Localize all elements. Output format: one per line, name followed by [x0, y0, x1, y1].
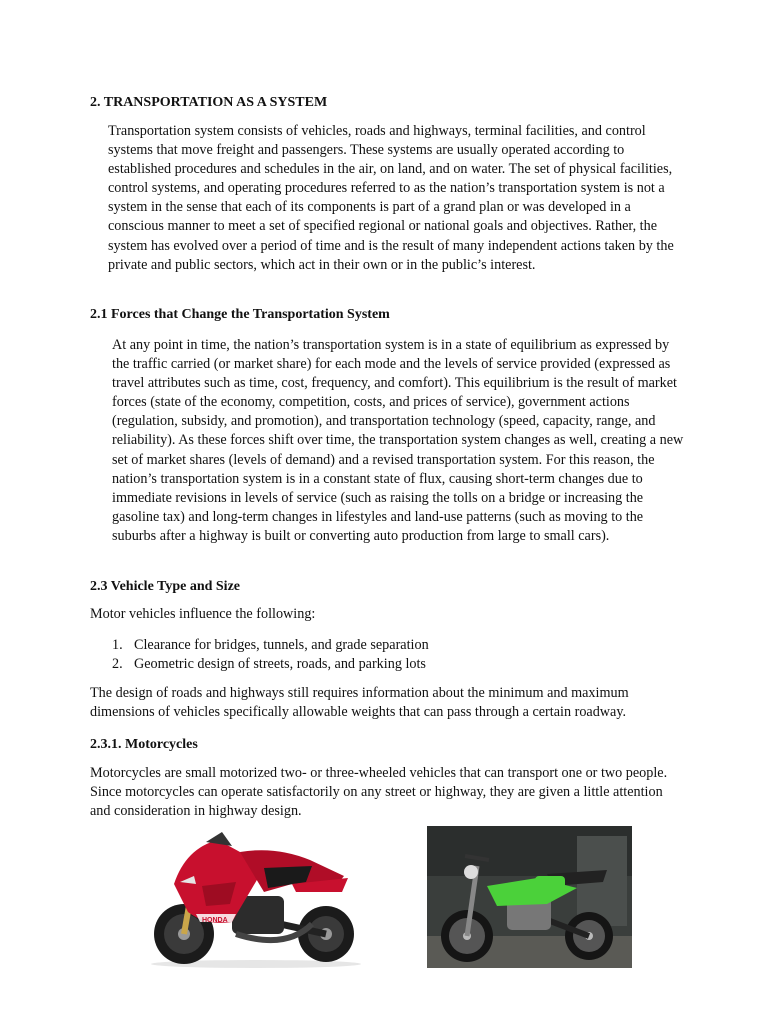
list-item-number: 2.: [112, 656, 123, 672]
scrambler-motorcycle-image: [427, 826, 632, 968]
section-2-3-1-paragraph: Motorcycles are small motorized two- or three-wheeled vehicles that can transport one or two people. Since motorcycles can operate satisfactorily on any street or highway, they are given a little attention and consideration in highway design.: [90, 765, 668, 820]
list-item-text: Clearance for bridges, tunnels, and grade separation: [134, 637, 429, 653]
list-item-text: Geometric design of streets, roads, and parking lots: [134, 656, 426, 672]
section-2-3-1-heading: 2.3.1. Motorcycles: [90, 737, 198, 752]
list-item-number: 1.: [112, 637, 123, 653]
list-item: [90, 636, 429, 655]
sport-motorcycle-image: [136, 826, 376, 968]
section-2-heading: 2. TRANSPORTATION AS A SYSTEM: [90, 95, 328, 110]
section-2-1-paragraph: At any point in time, the nation’s transportation system is in a state of equilibrium as expressed by the traffic carried (or market share) for each mode and the levels of service provided (expressed as travel attributes such as time, cost, frequency, and comfort). This equilibrium is the result of market forces (state of the economy, competition, costs, and prices of service), government actions (regulation, subsidy, and promotion), and transportation technology (speed, capacity, range, and reliability). As these forces shift over time, the transportation system changes as well, creating a new set of market shares (levels of demand) and a revised transportation system. For this reason, the nation’s transportation system is in a constant state of flux, causing short-term changes due to immediate revisions in levels of service (such as raising the tolls on a bridge or increasing the gasoline tax) and long-term changes in lifestyles and land-use patterns (such as moving to the suburbs after a highway is built or converting auto production from large to small cars).: [112, 337, 684, 544]
list-item: [90, 655, 429, 674]
section-2-3-intro: Motor vehicles influence the following:: [90, 606, 316, 622]
influence-list: [90, 636, 429, 674]
section-2-1-heading: 2.1 Forces that Change the Transportation System: [90, 307, 390, 322]
section-2-3-paragraph: The design of roads and highways still requires information about the minimum and maximum dimensions of vehicles specifically allowable weights that can pass through a certain roadway.: [90, 685, 629, 721]
brand-decal: HONDA: [202, 917, 228, 924]
section-2-paragraph: Transportation system consists of vehicles, roads and highways, terminal facilities, and control systems that move freight and passengers. These systems are usually operated according to established procedures and schedules in the air, on land, and on water. The set of physical facilities, control systems, and operating procedures referred to as the nation’s transportation system is not a system in the sense that each of its components is part of a grand plan or was developed in a conscious manner to meet a set of specified regional or national goals and objectives. Rather, the system has evolved over a period of time and is the result of many independent actions taken by the private and public sectors, which act in their own or in the public’s interest.: [108, 123, 674, 273]
section-2-3-heading: 2.3 Vehicle Type and Size: [90, 579, 241, 594]
